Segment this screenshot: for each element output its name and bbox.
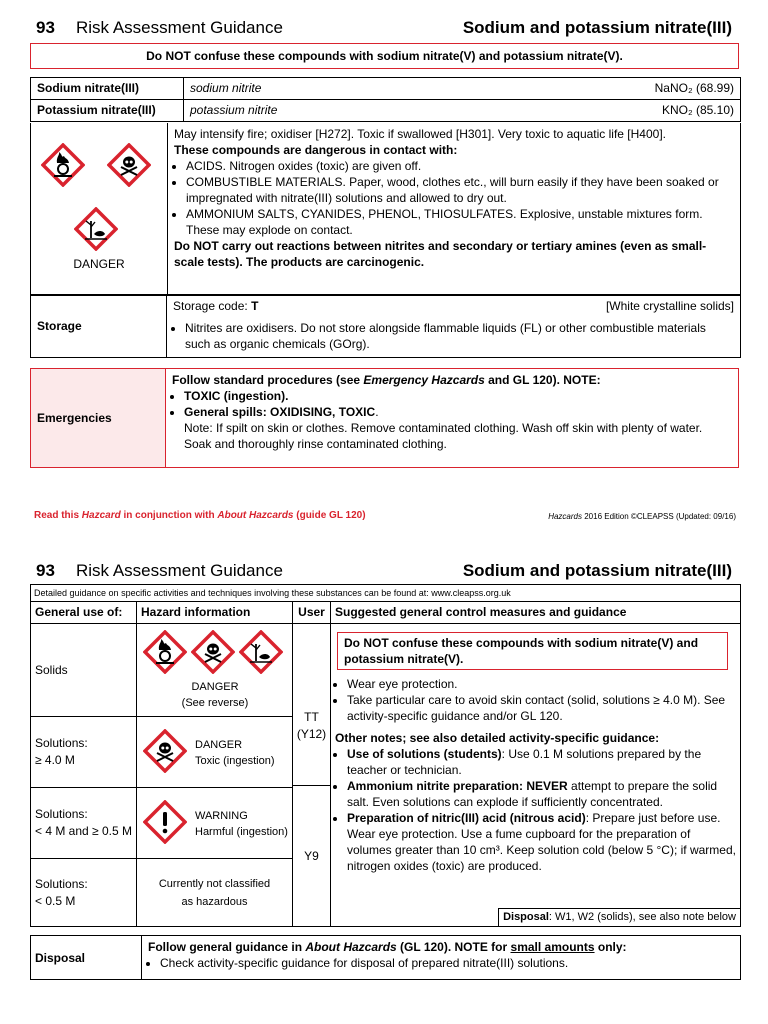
use-label: Solutions: [35, 877, 88, 891]
storage-block [30, 294, 741, 358]
hazard-bullet: • AMMONIUM SALTS, CYANIDES, PHENOL, THIOSULFATES. Explosive, unstable mixtures form. These may explode on contact. [186, 206, 734, 238]
hazard-final-warning: Do NOT carry out reactions between nitrites and secondary or tertiary amines (even as small-scale tests). The products are carcinogenic. [174, 239, 707, 269]
environment-hazard-icon [239, 630, 283, 674]
disposal-about-ref: About Hazcards [305, 940, 397, 954]
disposal-bullet: • Check activity-specific guidance for disposal of prepared nitrate(III) solutions. [160, 955, 734, 971]
footer-edition [548, 512, 736, 521]
footer-about: About Hazcards [217, 510, 294, 521]
emergency-note: Note: If spilt on skin or clothes. Remove contaminated clothing. Wash off skin with plenty of water. Soak and thoroughly rinse contaminated clothing. [184, 421, 703, 451]
storage-bullet: • Nitrites are oxidisers. Do not store alongside flammable liquids (FL) or other combustible materials such as organic chemicals (GOrg). [185, 320, 734, 352]
compound-alt-name: potassium nitrite [190, 103, 278, 117]
disposal-line: only: [594, 940, 627, 954]
guidance-bullet: • Wear eye protection. [347, 676, 736, 692]
footer-hazcards: Hazcards [548, 512, 582, 521]
guidance-table [30, 584, 741, 927]
storage-code: T [251, 299, 259, 313]
compound-name: Sodium nitrate(III) [31, 78, 184, 99]
compound-formula: NaNO₂ (68.99) [654, 81, 734, 95]
hazard-solutions-high [137, 717, 292, 788]
page-title: Sodium and potassium nitrate(III) [462, 561, 732, 580]
compound-table [30, 77, 741, 122]
disposal-codes-text: : W1, W2 (solids), see also note below [548, 911, 736, 923]
use-concentration: < 4 M and ≥ 0.5 M [35, 824, 132, 838]
emergency-bullet-lead: General spills: [184, 405, 271, 419]
signal-word: DANGER [195, 739, 243, 751]
page-title: Sodium and potassium nitrate(III) [462, 18, 732, 37]
col-header-user: User [293, 602, 331, 623]
disposal-text [142, 936, 740, 979]
section-title: Risk Assessment Guidance [76, 18, 283, 37]
danger-label: DANGER [73, 257, 125, 271]
note-text: : Prepare just before use. Wear eye protection. Use a fume cupboard for the preparation of volumes greater than 10 cm³. Keep solution cold (below 5 °C); if warmed, nitrogen oxides (toxic) are produced. [347, 811, 736, 873]
user-code: TT [304, 710, 319, 724]
page-number: 93 [36, 561, 55, 580]
emergency-bullet-end: . [375, 405, 379, 419]
disposal-line: (GL 120). NOTE for [396, 940, 511, 954]
hazard-note: (See reverse) [181, 697, 249, 709]
emergencies-block [30, 368, 739, 468]
emergency-bullet: • TOXIC (ingestion). [184, 388, 732, 404]
hazard-note: Toxic (ingestion) [195, 755, 275, 767]
disposal-small-amounts: small amounts [510, 940, 595, 954]
hazard-pictograms [31, 123, 168, 295]
note-lead: Preparation of nitric(III) acid (nitrous acid) [347, 811, 586, 825]
use-concentration: ≥ 4.0 M [35, 753, 75, 767]
hazard-bullet: • COMBUSTIBLE MATERIALS. Paper, wood, clothes etc., will burn easily if they have been soaked or impregnated with nitrate(III) solutions and allowed to dry out. [186, 174, 734, 206]
toxic-skull-icon [107, 143, 151, 187]
use-concentration: < 0.5 M [35, 894, 76, 908]
hazard-statements: May intensify fire; oxidiser [H272]. Toxic if swallowed [H301]. Very toxic to aquatic life [H400]. [174, 127, 666, 141]
emergency-line-end: and GL 120). NOTE: [484, 373, 601, 387]
signal-word: DANGER [191, 681, 239, 693]
use-solutions-high [31, 717, 136, 788]
compound-alt-name: sodium nitrite [190, 81, 262, 95]
storage-label: Storage [31, 295, 167, 357]
hazard-caption [137, 679, 293, 711]
toxic-skull-icon [191, 630, 235, 674]
hazard-solids [137, 624, 292, 717]
guidance-bullet: • Take particular care to avoid skin contact (solid, solutions ≥ 4.0 M). See activity-specific guidance and/or GL 120. [347, 692, 736, 724]
toxic-skull-icon [143, 729, 187, 773]
guidance-text [331, 624, 740, 926]
hazard-solutions-low [137, 859, 292, 927]
footer-note [34, 510, 366, 521]
confuse-warning: Do NOT confuse these compounds with sodium nitrate(V) and potassium nitrate(V). [30, 43, 739, 69]
emergencies-text [166, 369, 738, 467]
hazard-heading: These compounds are dangerous in contact with: [174, 143, 458, 157]
signal-word: WARNING [195, 810, 248, 822]
storage-note: [White crystalline solids] [605, 299, 734, 313]
emergency-hazcards-ref: Emergency Hazcards [363, 373, 485, 387]
user-level-high [293, 624, 330, 786]
hazard-note: Harmful (ingestion) [195, 826, 288, 838]
storage-code-label: Storage code: [173, 299, 252, 313]
note-text: : Use 0.1 M solutions prepared by the teacher or technician. [347, 747, 702, 777]
footer-hazcard: Hazcard [81, 510, 121, 521]
use-solutions-mid [31, 788, 136, 859]
user-level-low: Y9 [304, 849, 319, 863]
disposal-label: Disposal [31, 936, 142, 979]
disposal-label: Disposal [503, 911, 549, 923]
storage-text [167, 295, 740, 357]
emergency-line: Follow standard procedures (see [172, 373, 364, 387]
use-solids: Solids [31, 624, 136, 717]
note-lead: Ammonium nitrite preparation: NEVER [347, 779, 568, 793]
page-number: 93 [36, 18, 55, 37]
hazard-block [30, 123, 741, 296]
note-lead: Use of solutions (students) [347, 747, 502, 761]
col-header-guidance: Suggested general control measures and guidance [335, 605, 627, 619]
hazard-bullet: • ACIDS. Nitrogen oxides (toxic) are given off. [186, 158, 734, 174]
emergency-bullet-bold: OXIDISING, TOXIC [270, 405, 376, 419]
hazard-text [168, 123, 740, 295]
hazard-note: Currently not classified [158, 878, 271, 890]
hazard-caption [195, 808, 288, 840]
section-title: Risk Assessment Guidance [76, 561, 283, 580]
note-text: attempt to prepare the solid salt. Even solutions can explode if sufficiently concentrated. [347, 779, 718, 809]
use-solutions-low [31, 859, 136, 927]
footer-text: Read this [34, 510, 82, 521]
compound-name: Potassium nitrate(III) [31, 100, 184, 121]
compound-formula: KNO₂ (85.10) [661, 103, 734, 117]
detail-note: Detailed guidance on specific activities and techniques involving these substances can be found at: www.cleapss.org.uk [31, 585, 740, 602]
guidance-warning: Do NOT confuse these compounds with sodium nitrate(V) and potassium nitrate(V). [337, 632, 728, 670]
emergencies-label: Emergencies [31, 369, 166, 467]
disposal-line: Follow general guidance in [148, 940, 306, 954]
hazard-caption [195, 737, 274, 769]
other-notes-heading: Other notes; see also detailed activity-specific guidance: [335, 731, 660, 745]
footer-text: (guide GL 120) [293, 510, 366, 521]
hazard-note: as hazardous [181, 896, 248, 908]
footer-text: in conjunction with [120, 510, 218, 521]
exclamation-icon [143, 800, 187, 844]
use-label: Solutions: [35, 736, 88, 750]
environment-hazard-icon [74, 207, 118, 251]
hazard-solutions-mid [137, 788, 292, 859]
col-header-hazard: Hazard information [137, 602, 293, 623]
disposal-codes [498, 908, 740, 926]
oxidiser-icon [143, 630, 187, 674]
col-header-use: General use of: [31, 602, 137, 623]
disposal-block [30, 935, 741, 980]
user-year: (Y12) [296, 727, 327, 741]
use-label: Solutions: [35, 807, 88, 821]
footer-edition-text: 2016 Edition ©CLEAPSS (Updated: 09/16) [582, 512, 736, 521]
oxidiser-icon [41, 143, 85, 187]
